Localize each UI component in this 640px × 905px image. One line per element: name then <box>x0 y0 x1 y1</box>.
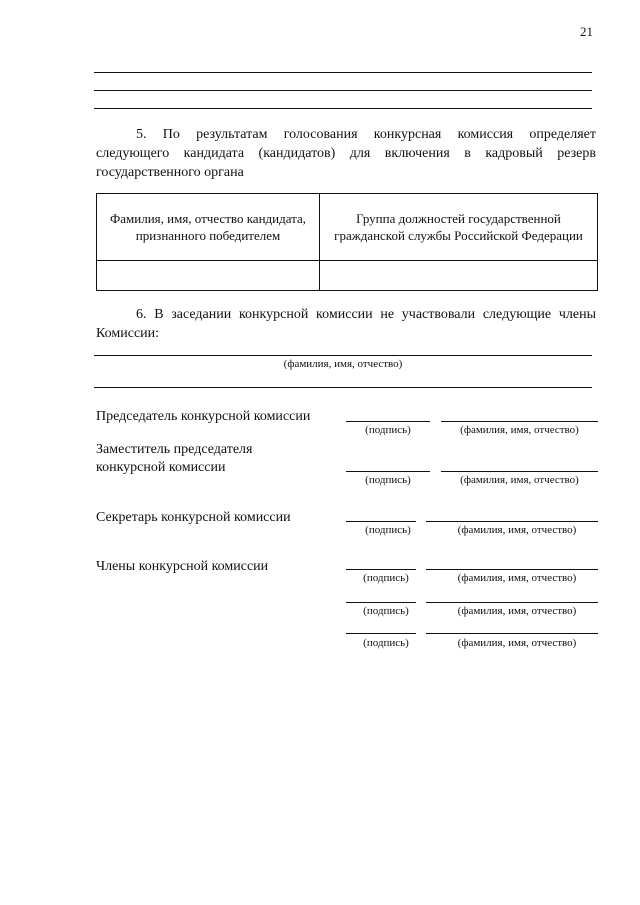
deputy-signature-caption: (подпись) <box>365 474 411 486</box>
members-label: Члены конкурсной комиссии <box>96 559 269 574</box>
member-3-name-line <box>426 633 598 634</box>
section-6-text: 6. В заседании конкурсной комиссии не участвовали следующие члены Комиссии: <box>96 307 596 341</box>
candidates-table <box>96 193 598 291</box>
chairman-name-line <box>441 421 598 422</box>
deputy-label-line1: Заместитель председателя <box>96 442 253 457</box>
member-3-signature-caption: (подпись) <box>363 637 409 649</box>
member-1-name-line <box>426 569 598 570</box>
member-3-name-caption: (фамилия, имя, отчество) <box>457 637 577 649</box>
secretary-signature-caption: (подпись) <box>365 524 411 536</box>
blank-line-3 <box>94 108 592 109</box>
table-header-candidate: Фамилия, имя, отчество кандидата, признанного победителем <box>97 194 320 261</box>
table-row <box>97 261 598 291</box>
member-2-name-line <box>426 602 598 603</box>
deputy-name-caption: (фамилия, имя, отчество) <box>460 474 579 486</box>
deputy-signature-line <box>346 471 430 472</box>
chairman-name-caption: (фамилия, имя, отчество) <box>460 424 579 436</box>
absent-members-line-2 <box>94 387 592 388</box>
secretary-name-caption: (фамилия, имя, отчество) <box>457 524 577 536</box>
member-2-signature-caption: (подпись) <box>363 605 409 617</box>
chairman-label: Председатель конкурсной комиссии <box>96 409 311 424</box>
absent-members-line <box>94 355 592 356</box>
member-1-name-caption: (фамилия, имя, отчество) <box>457 572 577 584</box>
deputy-name-line <box>441 471 598 472</box>
chairman-signature-line <box>346 421 430 422</box>
secretary-signature-line <box>346 521 416 522</box>
section-5-text: 5. По результатам голосования конкурсная комиссия определяет следующего кандидата (кандидатов) для включения в кадровый резерв государственного органа <box>96 127 596 180</box>
table-header-position-group: Группа должностей государственной гражданской службы Российской Федерации <box>320 194 598 261</box>
table-cell-candidate <box>97 261 320 291</box>
absent-members-caption: (фамилия, имя, отчество) <box>283 358 403 370</box>
member-1-signature-caption: (подпись) <box>363 572 409 584</box>
member-2-signature-line <box>346 602 416 603</box>
blank-line-1 <box>94 72 592 73</box>
table-cell-position-group <box>320 261 598 291</box>
secretary-name-line <box>426 521 598 522</box>
deputy-label-line2: конкурсной комиссии <box>96 460 226 475</box>
blank-line-2 <box>94 90 592 91</box>
chairman-signature-caption: (подпись) <box>365 424 411 436</box>
member-3-signature-line <box>346 633 416 634</box>
secretary-label: Секретарь конкурсной комиссии <box>96 510 291 525</box>
page-number: 21 <box>580 24 593 39</box>
member-2-name-caption: (фамилия, имя, отчество) <box>457 605 577 617</box>
member-1-signature-line <box>346 569 416 570</box>
